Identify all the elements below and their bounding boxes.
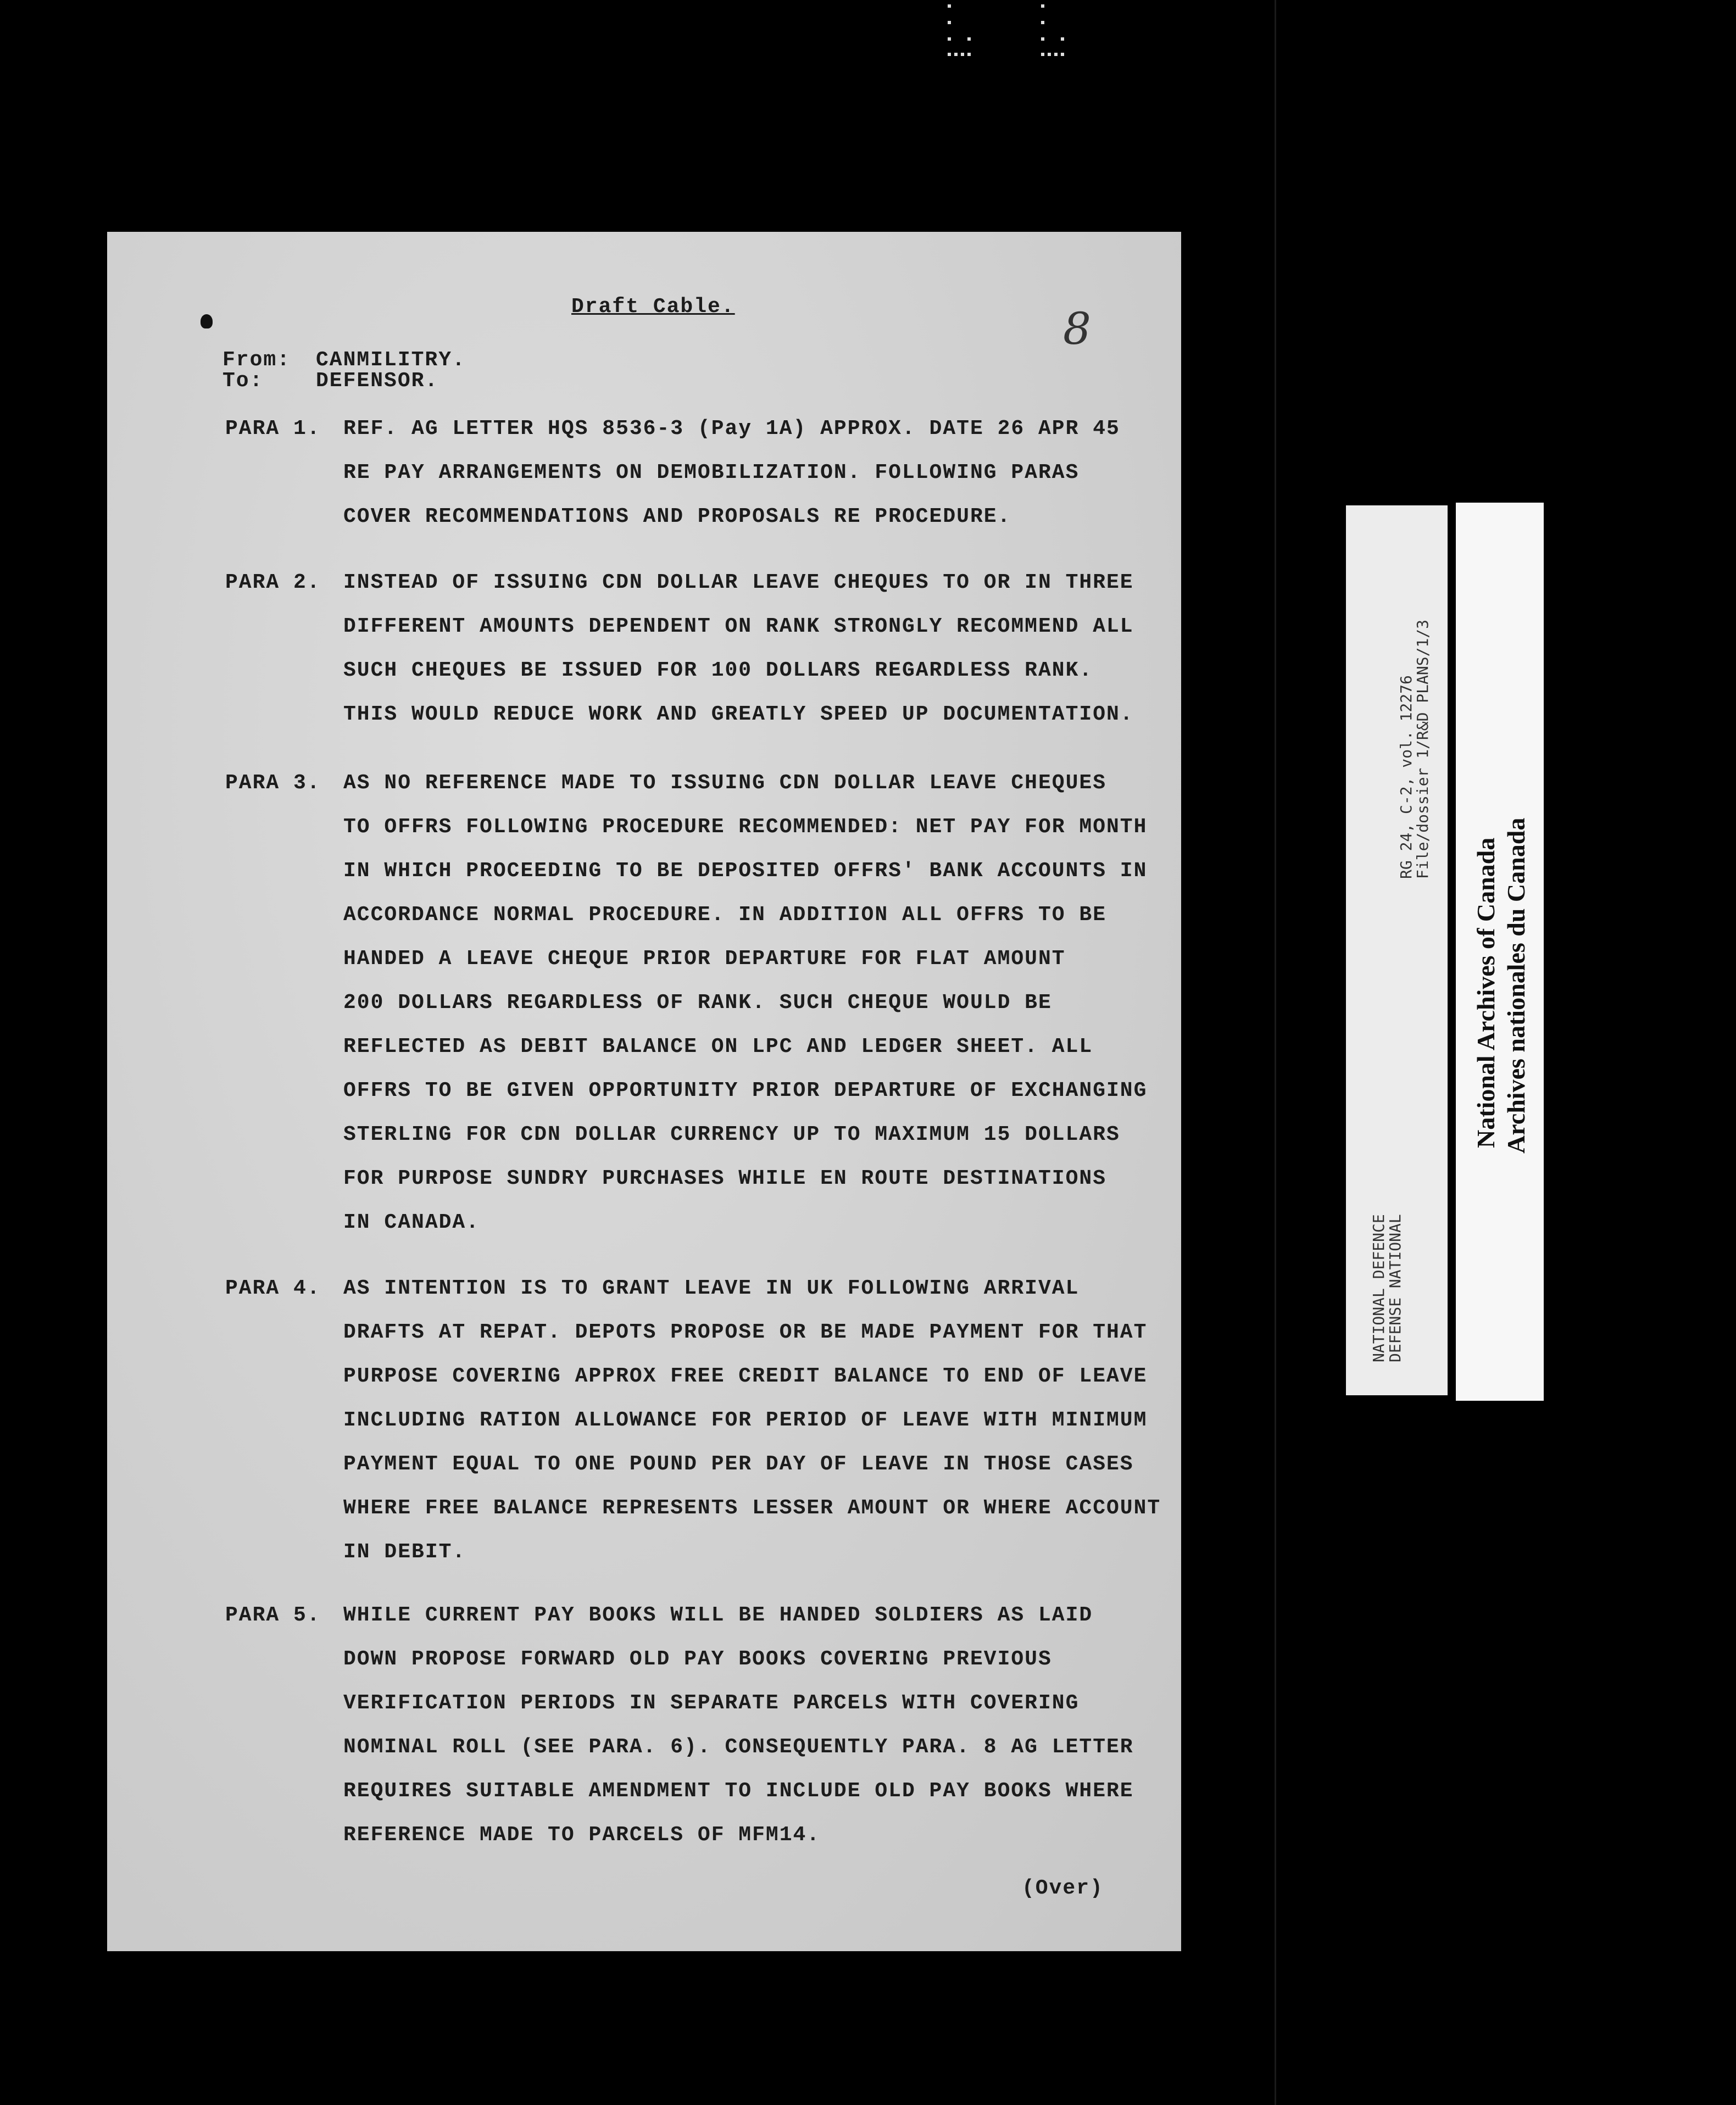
paragraph-line: ACCORDANCE NORMAL PROCEDURE. IN ADDITION ALL OFFRS TO BE [343, 903, 1107, 927]
paragraph-line: DIFFERENT AMOUNTS DEPENDENT ON RANK STRONGLY RECOMMEND ALL [343, 615, 1134, 638]
paragraph-line: OFFRS TO BE GIVEN OPPORTUNITY PRIOR DEPARTURE OF EXCHANGING [343, 1079, 1148, 1102]
paragraph-line: REFERENCE MADE TO PARCELS OF MFM14. [343, 1823, 821, 1847]
paragraph-number: PARA 5. [225, 1603, 321, 1627]
paragraph-line: REF. AG LETTER HQS 8536-3 (Pay 1A) APPROX. DATE 26 APR 45 [343, 417, 1120, 441]
paragraph-line: NOMINAL ROLL (SEE PARA. 6). CONSEQUENTLY PARA. 8 AG LETTER [343, 1735, 1134, 1759]
paragraph-line: DRAFTS AT REPAT. DEPOTS PROPOSE OR BE MADE PAYMENT FOR THAT [343, 1321, 1148, 1344]
paragraph-line: IN WHICH PROCEEDING TO BE DEPOSITED OFFRS' BANK ACCOUNTS IN [343, 859, 1148, 883]
page-number: 8 [1063, 303, 1091, 354]
archive-reference-strip [1346, 505, 1448, 1395]
department-line-1: NATIONAL DEFENCE [1370, 1214, 1388, 1362]
paragraph-line: AS INTENTION IS TO GRANT LEAVE IN UK FOLLOWING ARRIVAL [343, 1277, 1080, 1300]
paragraph-number: PARA 3. [225, 771, 321, 795]
paragraph-line: HANDED A LEAVE CHEQUE PRIOR DEPARTURE FOR FLAT AMOUNT [343, 947, 1066, 971]
paragraph-line: INCLUDING RATION ALLOWANCE FOR PERIOD OF LEAVE WITH MINIMUM [343, 1408, 1148, 1432]
paragraph-line: IN CANADA. [343, 1211, 480, 1234]
from-label: From: [222, 348, 291, 372]
to-value: DEFENSOR. [316, 369, 439, 393]
paragraph-line: WHERE FREE BALANCE REPRESENTS LESSER AMOUNT OR WHERE ACCOUNT [343, 1496, 1161, 1520]
paragraph-line: INSTEAD OF ISSUING CDN DOLLAR LEAVE CHEQUES TO OR IN THREE [343, 571, 1134, 594]
paragraph-line: IN DEBIT. [343, 1540, 466, 1564]
paragraph-line: STERLING FOR CDN DOLLAR CURRENCY UP TO MAXIMUM 15 DOLLARS [343, 1123, 1120, 1146]
paragraph-line: PURPOSE COVERING APPROX FREE CREDIT BALANCE TO END OF LEAVE [343, 1365, 1148, 1388]
to-label: To: [222, 369, 264, 393]
paragraph-line: SUCH CHEQUES BE ISSUED FOR 100 DOLLARS REGARDLESS RANK. [343, 659, 1093, 682]
punch-hole-mark [201, 314, 213, 328]
paragraph-line: COVER RECOMMENDATIONS AND PROPOSALS RE PROCEDURE. [343, 505, 1011, 528]
paragraph-number: PARA 1. [225, 417, 321, 441]
paragraph-line: REQUIRES SUITABLE AMENDMENT TO INCLUDE OLD PAY BOOKS WHERE [343, 1779, 1134, 1803]
paragraph-line: REFLECTED AS DEBIT BALANCE ON LPC AND LEDGER SHEET. ALL [343, 1035, 1093, 1059]
archive-name-french: Archives nationales du Canada [1502, 817, 1530, 1154]
document-sheet [107, 232, 1181, 1951]
paragraph-line: TO OFFRS FOLLOWING PROCEDURE RECOMMENDED: NET PAY FOR MONTH [343, 815, 1148, 839]
paragraph-line: 200 DOLLARS REGARDLESS OF RANK. SUCH CHEQUE WOULD BE [343, 991, 1052, 1015]
paragraph-line: VERIFICATION PERIODS IN SEPARATE PARCELS WITH COVERING [343, 1691, 1080, 1715]
paragraph-line: FOR PURPOSE SUNDRY PURCHASES WHILE EN ROUTE DESTINATIONS [343, 1167, 1107, 1190]
document-title: Draft Cable. [571, 295, 735, 319]
paragraph-line: THIS WOULD REDUCE WORK AND GREATLY SPEED UP DOCUMENTATION. [343, 703, 1134, 726]
film-edge-marks [934, 0, 1077, 60]
archive-name-english: National Archives of Canada [1472, 837, 1500, 1148]
department-line-2: DEFENSE NATIONAL [1386, 1214, 1404, 1362]
reference-line-2: File/dossier 1/R&D PLANS/1/3 [1414, 619, 1432, 879]
paragraph-line: DOWN PROPOSE FORWARD OLD PAY BOOKS COVERING PREVIOUS [343, 1647, 1052, 1671]
archive-name-strip [1456, 503, 1544, 1401]
paragraph-line: PAYMENT EQUAL TO ONE POUND PER DAY OF LEAVE IN THOSE CASES [343, 1452, 1134, 1476]
film-divider-line [1275, 0, 1276, 2105]
over-note: (Over) [1022, 1876, 1104, 1900]
paragraph-line: AS NO REFERENCE MADE TO ISSUING CDN DOLLAR LEAVE CHEQUES [343, 771, 1107, 795]
reference-line-1: RG 24, C-2, vol. 12276 [1397, 675, 1415, 879]
paragraph-line: WHILE CURRENT PAY BOOKS WILL BE HANDED SOLDIERS AS LAID [343, 1603, 1093, 1627]
from-value: CANMILITRY. [316, 348, 466, 372]
paragraph-number: PARA 2. [225, 571, 321, 594]
paragraph-number: PARA 4. [225, 1277, 321, 1300]
paragraph-line: RE PAY ARRANGEMENTS ON DEMOBILIZATION. FOLLOWING PARAS [343, 461, 1080, 485]
